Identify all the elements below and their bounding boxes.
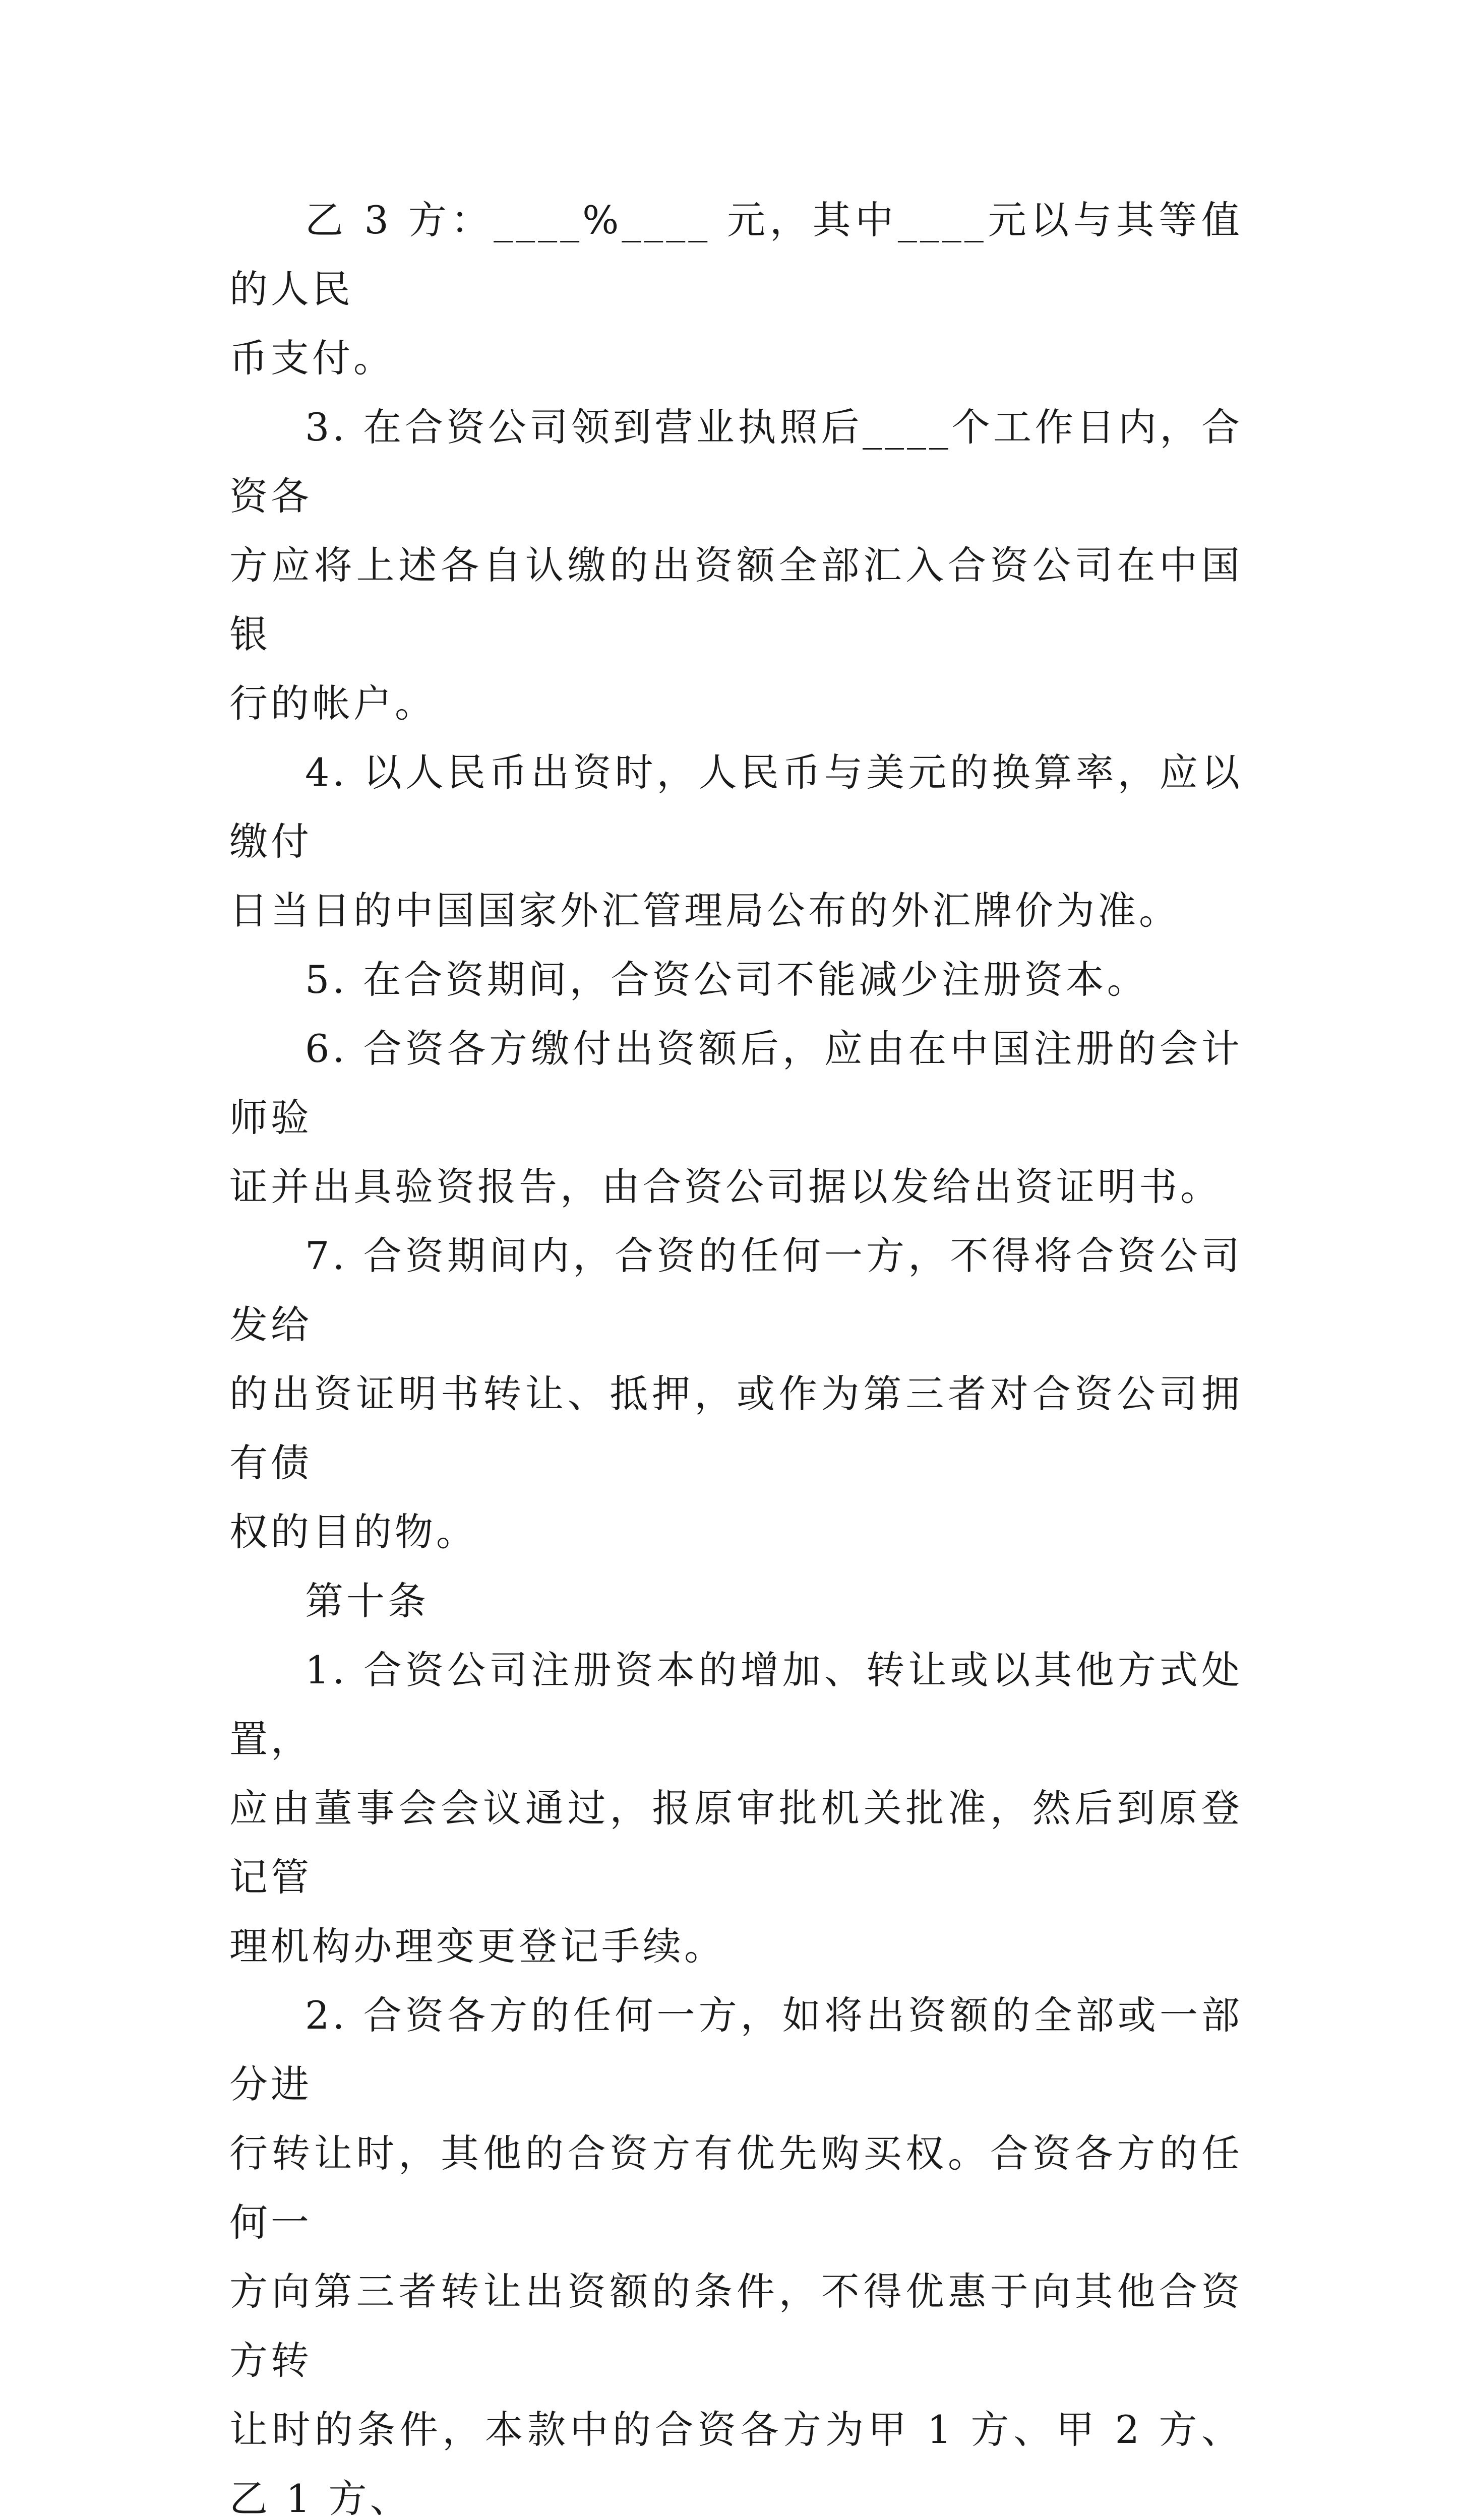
text-line: 行的帐户。 xyxy=(229,681,436,726)
text-line: 币支付。 xyxy=(229,336,395,381)
document-body xyxy=(229,185,1243,2520)
text-line: 4. 以人民币出资时，人民币与美元的换算率，应以缴付 xyxy=(229,750,1243,864)
text-line: 乙 3 方：____%____ 元，其中____元以与其等值的人民 xyxy=(229,198,1243,311)
text-line: 2. 合资各方的任何一方，如将出资额的全部或一部分进 xyxy=(229,1993,1243,2107)
paragraph-clause-10-2 xyxy=(229,1981,1243,2520)
text-line: 3. 在合资公司领到营业执照后____个工作日内，合资各 xyxy=(229,405,1243,519)
text-line: 的出资证明书转让、抵押，或作为第三者对合资公司拥有债 xyxy=(229,1371,1243,1485)
paragraph-clause-9-6 xyxy=(229,1014,1243,1221)
text-line: 6. 合资各方缴付出资额后，应由在中国注册的会计师验 xyxy=(229,1026,1243,1140)
text-line: 1. 合资公司注册资本的增加、转让或以其他方式处置， xyxy=(229,1648,1243,1761)
text-line: 行转让时，其他的合资方有优先购买权。合资各方的任何一 xyxy=(229,2131,1243,2245)
paragraph-clause-10-1 xyxy=(229,1635,1243,1981)
text-line: 让时的条件，本款中的合资各方为甲 1 方、甲 2 方、乙 1 方、 xyxy=(229,2407,1243,2520)
text-line: 应由董事会会议通过，报原审批机关批准，然后到原登记管 xyxy=(229,1786,1243,1900)
text-line: 权的目的物。 xyxy=(229,1509,477,1554)
paragraph-clause-9-5 xyxy=(229,945,1243,1014)
text-line: 理机构办理变更登记手续。 xyxy=(229,1924,725,1969)
article-heading: 第十条 xyxy=(305,1579,429,1623)
paragraph-clause-9-7 xyxy=(229,1221,1243,1566)
text-line: 5. 在合资期间，合资公司不能减少注册资本。 xyxy=(305,957,1148,1002)
paragraph-clause-9-4 xyxy=(229,738,1243,945)
paragraph-yi3-share xyxy=(229,185,1243,393)
text-line: 方向第三者转让出资额的条件，不得优惠于向其他合资方转 xyxy=(229,2269,1243,2383)
text-line: 证并出具验资报告，由合资公司据以发给出资证明书。 xyxy=(229,1164,1222,1209)
paragraph-clause-9-3 xyxy=(229,393,1243,738)
text-line: 方应将上述各自认缴的出资额全部汇入合资公司在中国银 xyxy=(229,543,1243,657)
text-line: 日当日的中国国家外汇管理局公布的外汇牌价为准。 xyxy=(229,888,1180,933)
text-line: 7. 合资期间内，合资的任何一方，不得将合资公司发给 xyxy=(229,1233,1243,1347)
